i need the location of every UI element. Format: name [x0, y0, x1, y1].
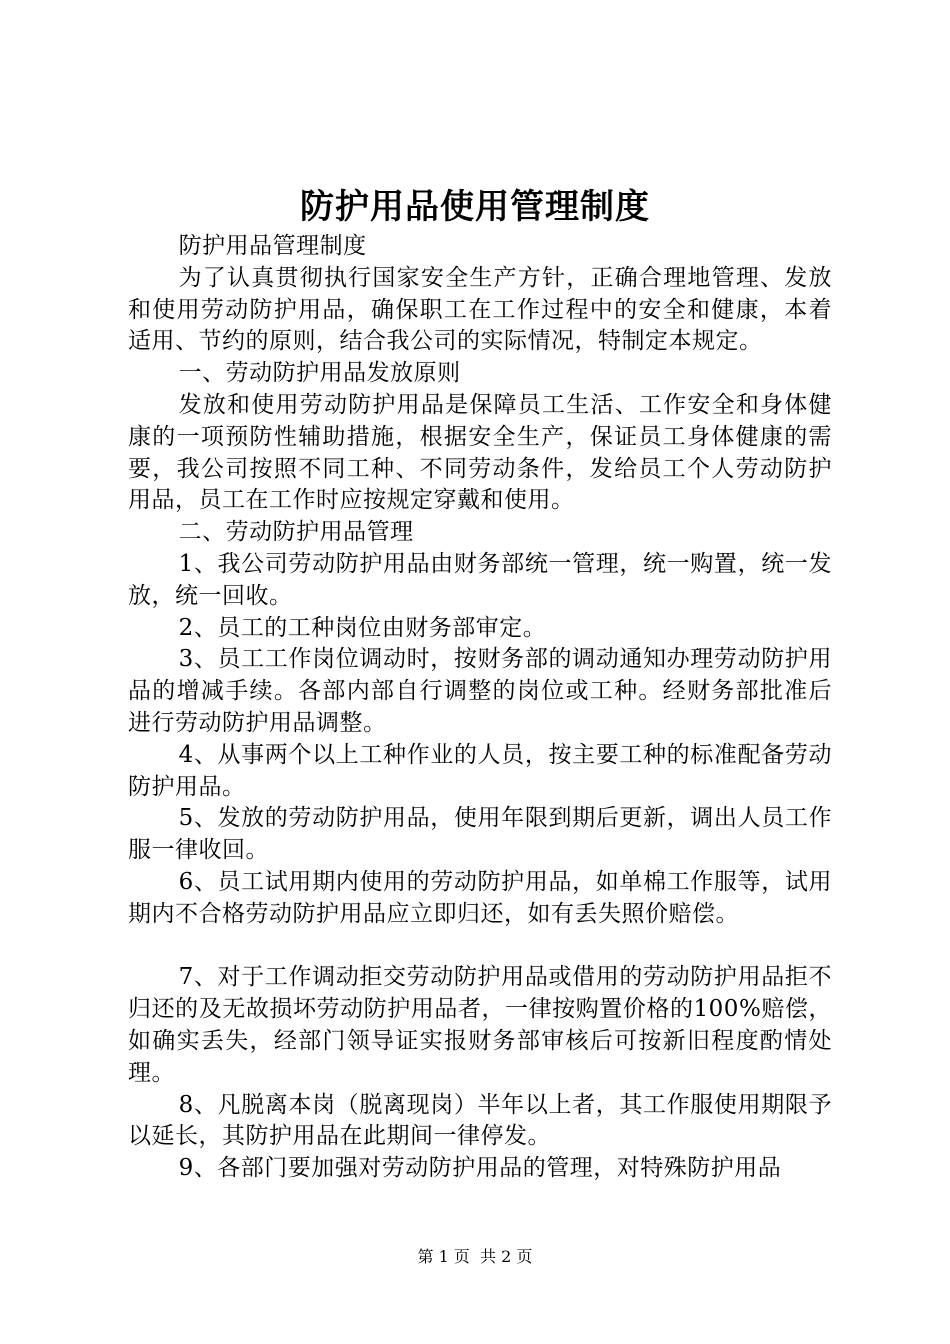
- paragraph-item-5: 5、发放的劳动防护用品，使用年限到期后更新，调出人员工作服一律收回。: [128, 805, 832, 864]
- document-body: [128, 231, 832, 1185]
- page-number-footer: 第 1 页 共 2 页: [417, 1247, 533, 1266]
- section-heading-2: 二、劳动防护用品管理: [178, 519, 414, 546]
- paragraph-item-7: 7、对于工作调动拒交劳动防护用品或借用的劳动防护用品拒不归还的及无故损坏劳动防护用品者，一律按购置价格的100%赔偿，如确实丢失，经部门领导证实报财务部审核后可按新旧程度酌情处理。: [128, 964, 832, 1086]
- paragraph-item-2: 2、员工的工种岗位由财务部审定。: [178, 614, 547, 641]
- paragraph-item-4: 4、从事两个以上工种作业的人员，按主要工种的标准配备劳动防护用品。: [128, 741, 832, 800]
- paragraph-item-1: 1、我公司劳动防护用品由财务部统一管理，统一购置，统一发放，统一回收。: [128, 550, 832, 609]
- paragraph-item-9: 9、各部门要加强对劳动防护用品的管理，对特殊防护用品: [178, 1155, 782, 1182]
- paragraph-item-3: 3、员工工作岗位调动时，按财务部的调动通知办理劳动防护用品的增减手续。各部内部自行调整的岗位或工种。经财务部批准后进行劳动防护用品调整。: [128, 646, 832, 736]
- paragraph-item-6: 6、员工试用期内使用的劳动防护用品，如单棉工作服等，试用期内不合格劳动防护用品应立即归还，如有丢失照价赔偿。: [128, 868, 832, 927]
- paragraph-principle: 发放和使用劳动防护用品是保障员工生活、工作安全和身体健康的一项预防性辅助措施，根据安全生产，保证员工身体健康的需要，我公司按照不同工种、不同劳动条件，发给员工个人劳动防护用品，员工在工作时应按规定穿戴和使用。: [128, 391, 832, 514]
- paragraph-intro: 为了认真贯彻执行国家安全生产方针，正确合理地管理、发放和使用劳动防护用品，确保职工在工作过程中的安全和健康，本着适用、节约的原则，结合我公司的实际情况，特制定本规定。: [128, 264, 832, 355]
- paragraph-item-8: 8、凡脱离本岗（脱离现岗）半年以上者，其工作服使用期限予以延长，其防护用品在此期间一律停发。: [128, 1091, 832, 1150]
- paragraph-subtitle: 防护用品管理制度: [178, 233, 367, 259]
- document-title: 防护用品使用管理制度: [300, 187, 650, 227]
- section-heading-1: 一、劳动防护用品发放原则: [178, 360, 461, 387]
